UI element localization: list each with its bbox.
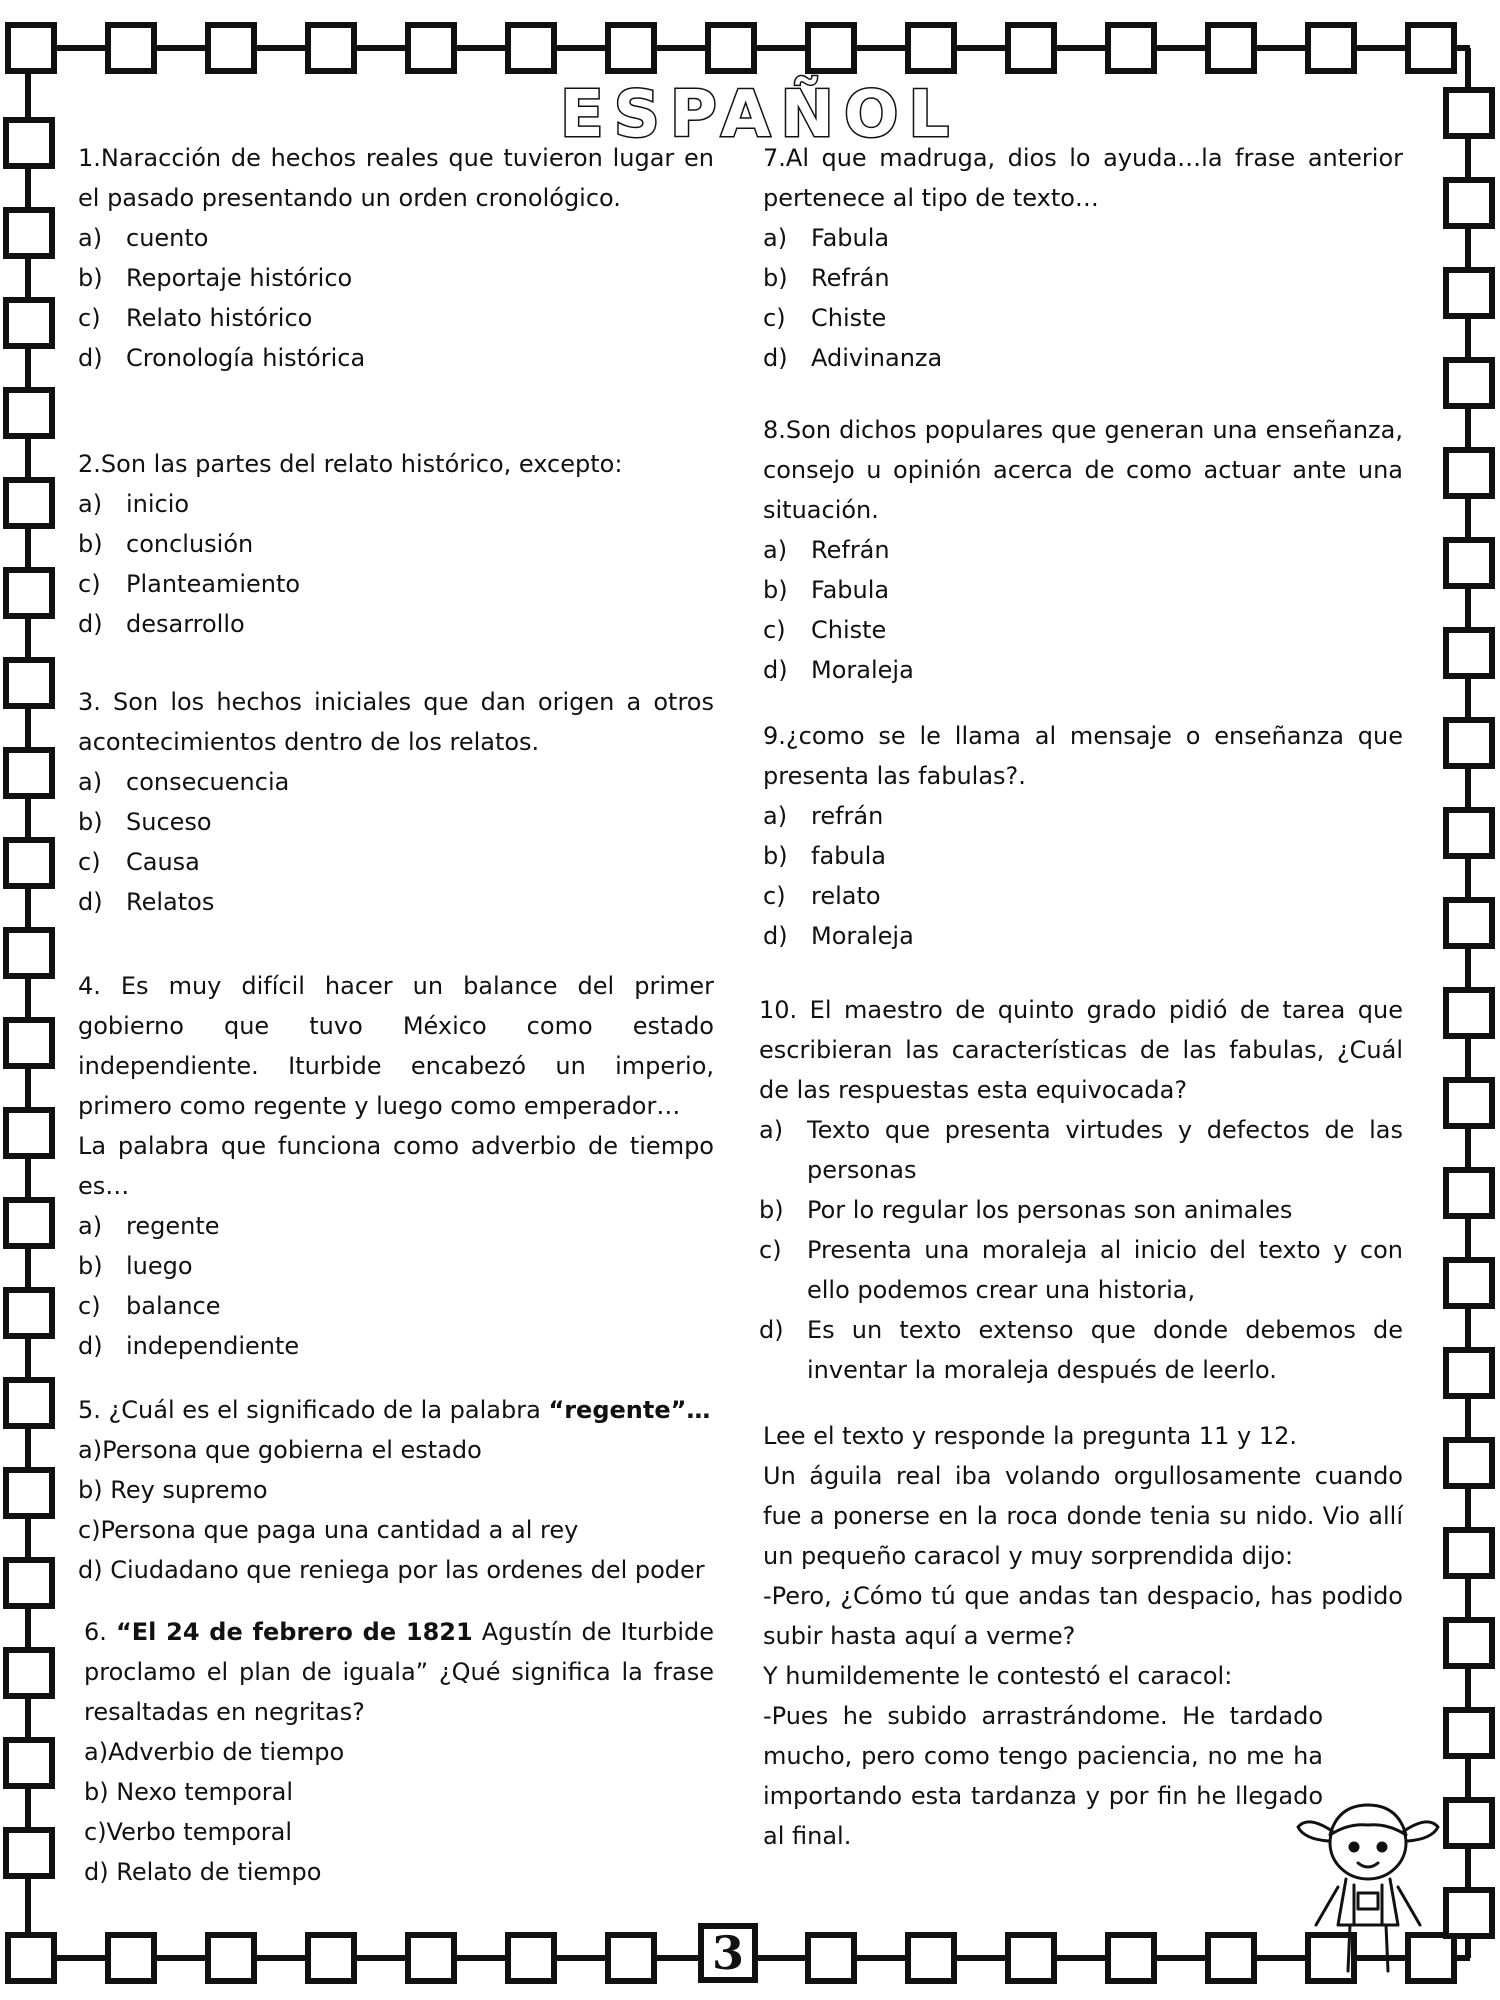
question-stem: 10. El maestro de quinto grado pidió de tarea que escribieran las características de las fabulas, ¿Cuál de las respuestas esta equivocada? — [759, 996, 1403, 1104]
border-link — [908, 1935, 954, 1981]
question-stem: 1.Naracción de hechos reales que tuvieron lugar en el pasado presentando un orden cronológico. — [78, 144, 714, 212]
option-d: d) Moraleja — [763, 922, 914, 950]
option-b: b) fabula — [763, 842, 886, 870]
option-c: c) Chiste — [763, 616, 887, 644]
passage-paragraph: -Pues he subido arrastrándome. He tardado mucho, pero como tengo paciencia, no me ha importando esta tardanza y por fin he llegado al final. — [763, 1702, 1323, 1850]
option-c: c)Verbo temporal — [84, 1818, 293, 1846]
question-stem: 8.Son dichos populares que generan una enseñanza, consejo u opinión acerca de como actuar ante una situación. — [763, 416, 1403, 524]
border-link — [6, 210, 52, 256]
question-4 — [78, 966, 714, 1366]
border-link — [6, 570, 52, 616]
border-link — [1446, 630, 1492, 676]
question-stem: 6. “El 24 de febrero de 1821 Agustín de Iturbide proclamo el plan de iguala” ¿Qué significa la frase resaltadas en negritas? — [84, 1618, 714, 1726]
border-link — [6, 1560, 52, 1606]
option-b: b) Por lo regular los personas son animales — [759, 1196, 1293, 1224]
border-link — [6, 1650, 52, 1696]
border-link — [6, 930, 52, 976]
question-stem: 3. Son los hechos iniciales que dan origen a otros acontecimientos dentro de los relatos. — [78, 688, 714, 756]
border-link — [1308, 25, 1354, 71]
border-link — [6, 1290, 52, 1336]
question-stem-2: La palabra que funciona como adverbio de tiempo es… — [78, 1132, 714, 1200]
passage-intro: Lee el texto y responde la pregunta 11 y 12. — [763, 1422, 1297, 1450]
border-link — [1208, 25, 1254, 71]
border-link — [1446, 1260, 1492, 1306]
question-stem: 7.Al que madruga, dios lo ayuda…la frase anterior pertenece al tipo de texto… — [763, 144, 1403, 212]
border-link — [1208, 1935, 1254, 1981]
option-a: a)Adverbio de tiempo — [84, 1738, 345, 1766]
border-link — [308, 1935, 354, 1981]
border-link — [1108, 25, 1154, 71]
option-c: c) Planteamiento — [78, 570, 301, 598]
border-link — [608, 1935, 654, 1981]
option-a: a) consecuencia — [78, 768, 290, 796]
bold-phrase: “El 24 de febrero de 1821 — [115, 1618, 473, 1646]
question-2 — [78, 444, 714, 644]
question-6 — [78, 1612, 714, 1892]
option-b: b) luego — [78, 1252, 193, 1280]
option-b: b) Fabula — [763, 576, 890, 604]
question-3 — [78, 682, 714, 922]
border-link — [6, 1200, 52, 1246]
border-link — [408, 25, 454, 71]
option-b: b) Rey supremo — [78, 1476, 268, 1504]
option-c: c)Persona que paga una cantidad a al rey — [78, 1516, 579, 1544]
border-link — [908, 25, 954, 71]
option-b: b) Refrán — [763, 264, 890, 292]
option-c: c) Causa — [78, 848, 200, 876]
question-stem: 2.Son las partes del relato histórico, excepto: — [78, 450, 623, 478]
border-link — [1446, 540, 1492, 586]
option-a: a) Fabula — [763, 224, 890, 252]
bold-word: “regente”… — [548, 1396, 711, 1424]
option-a: a) refrán — [763, 802, 884, 830]
question-10 — [759, 990, 1403, 1390]
question-5 — [78, 1390, 714, 1590]
option-c: c) relato — [763, 882, 881, 910]
border-link — [1446, 180, 1492, 226]
border-link — [1446, 990, 1492, 1036]
border-link — [608, 25, 654, 71]
border-link — [808, 25, 854, 71]
left-column — [78, 138, 714, 1892]
border-link — [1446, 450, 1492, 496]
border-link — [108, 1935, 154, 1981]
border-link — [6, 1740, 52, 1786]
border-link — [6, 840, 52, 886]
question-8 — [763, 410, 1403, 690]
border-link — [6, 120, 52, 166]
right-column — [759, 138, 1403, 1856]
option-b: b) Nexo temporal — [84, 1778, 294, 1806]
border-link — [508, 1935, 554, 1981]
option-d: d) Relatos — [78, 888, 215, 916]
option-a: a) Texto que presenta virtudes y defectos de las personas — [759, 1116, 1403, 1184]
border-link — [1446, 1620, 1492, 1666]
border-link — [1446, 1710, 1492, 1756]
border-link — [1446, 270, 1492, 316]
option-d: d) Moraleja — [763, 656, 914, 684]
option-d: d) Es un texto extenso que donde debemos de inventar la moraleja después de leerlo. — [759, 1316, 1403, 1384]
border-link — [6, 300, 52, 346]
border-link — [6, 750, 52, 796]
question-9 — [763, 716, 1403, 956]
option-d: d) Ciudadano que reniega por las ordenes del poder — [78, 1556, 705, 1584]
passage-paragraph: Un águila real iba volando orgullosamente cuando fue a ponerse en la roca donde tenia su nido. Vio allí un pequeño caracol y muy sorprendida dijo: — [763, 1462, 1403, 1570]
question-stem: 9.¿como se le llama al mensaje o enseñanza que presenta las fabulas?. — [763, 722, 1403, 790]
border-link — [1446, 90, 1492, 136]
border-link — [1446, 1530, 1492, 1576]
border-link — [308, 25, 354, 71]
option-c: c) Chiste — [763, 304, 887, 332]
border-link — [6, 390, 52, 436]
border-link — [1446, 1170, 1492, 1216]
option-a: a) regente — [78, 1212, 220, 1240]
question-stem: 4. Es muy difícil hacer un balance del primer gobierno que tuvo México como estado independiente. Iturbide encabezó un imperio, primero como regente y luego como emperador… — [78, 972, 714, 1120]
border-link — [1008, 25, 1054, 71]
border-link — [808, 1935, 854, 1981]
border-link — [1446, 900, 1492, 946]
border-link — [108, 25, 154, 71]
border-link — [708, 25, 754, 71]
option-b: b) Reportaje histórico — [78, 264, 353, 292]
border-link — [408, 1935, 454, 1981]
question-1 — [78, 138, 714, 378]
option-c: c) balance — [78, 1292, 221, 1320]
option-d: d) Relato de tiempo — [84, 1858, 322, 1886]
page-number: 3 — [711, 1926, 744, 1980]
border-link — [6, 1470, 52, 1516]
border-link — [508, 25, 554, 71]
option-a: a) Refrán — [763, 536, 890, 564]
border-link — [1446, 360, 1492, 406]
border-link — [6, 660, 52, 706]
option-a: a) inicio — [78, 490, 190, 518]
passage-paragraph: Y humildemente le contestó el caracol: — [763, 1662, 1233, 1690]
question-7 — [763, 138, 1403, 378]
page-title: ESPAÑOL — [560, 78, 960, 152]
border-link — [6, 1830, 52, 1876]
border-link — [208, 1935, 254, 1981]
border-link — [6, 1380, 52, 1426]
girl-illustration — [1268, 1775, 1468, 1975]
border-link — [6, 480, 52, 526]
passage-paragraph: -Pero, ¿Cómo tú que andas tan despacio, has podido subir hasta aquí a verme? — [763, 1582, 1403, 1650]
border-link — [208, 25, 254, 71]
border-link — [1108, 1935, 1154, 1981]
option-d: d) independiente — [78, 1332, 300, 1360]
option-d: d) desarrollo — [78, 610, 245, 638]
border-link — [8, 1935, 54, 1981]
border-link — [1446, 720, 1492, 766]
border-link — [1446, 1350, 1492, 1396]
option-a: a) cuento — [78, 224, 209, 252]
option-c: c) Relato histórico — [78, 304, 313, 332]
border-link — [1446, 1440, 1492, 1486]
option-c: c) Presenta una moraleja al inicio del texto y con ello podemos crear una historia, — [759, 1236, 1403, 1304]
border-link — [1446, 810, 1492, 856]
option-d: d) Cronología histórica — [78, 344, 366, 372]
option-a: a)Persona que gobierna el estado — [78, 1436, 482, 1464]
border-link — [6, 1020, 52, 1066]
option-b: b) Suceso — [78, 808, 212, 836]
option-b: b) conclusión — [78, 530, 254, 558]
border-link — [1008, 1935, 1054, 1981]
border-link — [8, 25, 54, 71]
question-stem: 5. ¿Cuál es el significado de la palabra “regente”… — [78, 1396, 711, 1424]
border-link — [1446, 1080, 1492, 1126]
border-link — [6, 1110, 52, 1156]
border-link — [1408, 25, 1454, 71]
option-d: d) Adivinanza — [763, 344, 943, 372]
